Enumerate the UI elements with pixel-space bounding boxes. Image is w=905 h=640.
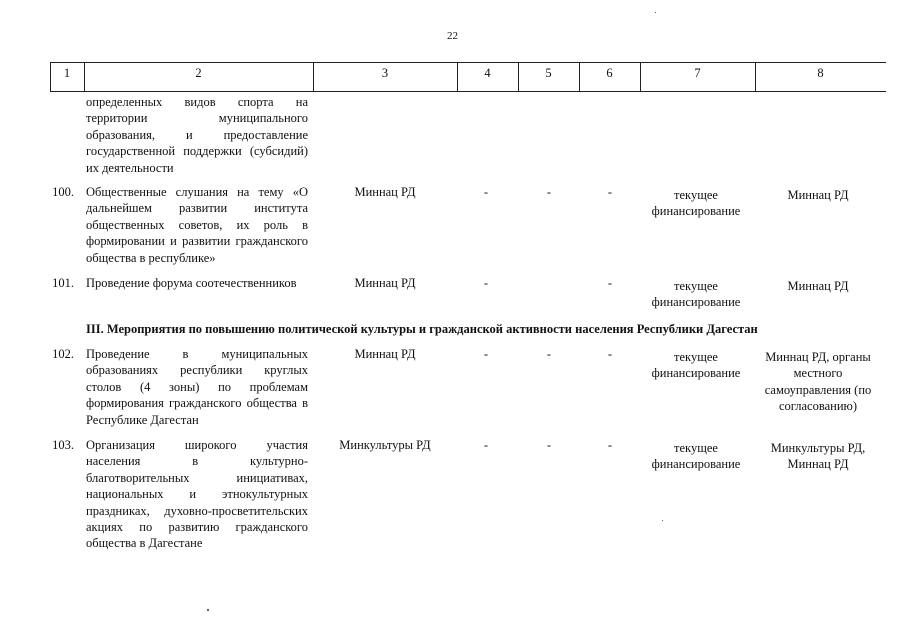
header-col-4: 4 — [484, 66, 491, 80]
continuation-text: определенных видов спорта на территории муниципального образования, и предоставление государственной поддержки (субсидий) их деятельности — [86, 95, 308, 175]
row-responsible: Миннац РД — [787, 188, 849, 202]
page-number: 22 — [447, 30, 458, 42]
row-responsible: Миннац РД, органы местного самоуправления (по согласованию) — [764, 350, 872, 414]
row-funding: текущее финансирование — [651, 279, 741, 310]
scan-speck — [655, 12, 656, 13]
row-col-5: - — [546, 185, 552, 199]
row-col-5: - — [546, 347, 552, 361]
row-col-6: - — [607, 438, 613, 452]
row-col-5: - — [546, 438, 552, 452]
row-responsible: Минкультуры РД, Миннац РД — [770, 441, 866, 472]
row-col-4: - — [483, 276, 489, 290]
row-col-6: - — [607, 185, 613, 199]
row-col-6: - — [607, 276, 613, 290]
row-col-4: - — [483, 438, 489, 452]
row-funding: текущее финансирование — [651, 188, 741, 219]
scan-speck — [207, 609, 209, 611]
row-funding: текущее финансирование — [651, 441, 741, 472]
header-bottom-border — [50, 91, 886, 92]
row-description: Организация широкого участия населения в культурно-благотворительных инициативах, национальных и этнокультурных праздниках, духовно-просветительских акциях по развитию гражданского общества в Дагестане — [86, 438, 308, 551]
row-number: 101. — [52, 276, 74, 290]
row-description: Общественные слушания на тему «О дальнейшем развитии института общественных советов, их роль в формировании и развитии гражданского общества в республике» — [86, 185, 308, 265]
row-col-4: - — [483, 185, 489, 199]
header-col-7: 7 — [694, 66, 701, 80]
row-number: 102. — [52, 347, 74, 361]
header-col-5: 5 — [545, 66, 552, 80]
row-executor: Миннац РД — [354, 347, 416, 361]
row-funding: текущее финансирование — [651, 350, 741, 381]
header-col-8: 8 — [817, 66, 824, 80]
row-number: 103. — [52, 438, 74, 452]
row-number: 100. — [52, 185, 74, 199]
header-col-6: 6 — [606, 66, 613, 80]
row-description: Проведение в муниципальных образованиях республики круглых столов (4 зоны) по проблемам формирования гражданского общества в Республике Дагестан — [86, 347, 308, 427]
row-col-6: - — [607, 347, 613, 361]
header-col-3: 3 — [381, 66, 389, 80]
row-executor: Минкультуры РД — [339, 438, 431, 452]
row-responsible: Миннац РД — [787, 279, 849, 293]
row-executor: Миннац РД — [354, 185, 416, 199]
row-description: Проведение форума соотечественников — [86, 276, 297, 290]
section-title: III. Мероприятия по повышению политической культуры и гражданской активности населения Республики Дагестан — [86, 322, 758, 336]
header-col-2: 2 — [195, 66, 202, 80]
scan-speck — [662, 520, 663, 521]
header-top-border — [50, 62, 886, 63]
row-col-4: - — [483, 347, 489, 361]
header-col-1: 1 — [63, 66, 71, 80]
row-executor: Миннац РД — [354, 276, 416, 290]
